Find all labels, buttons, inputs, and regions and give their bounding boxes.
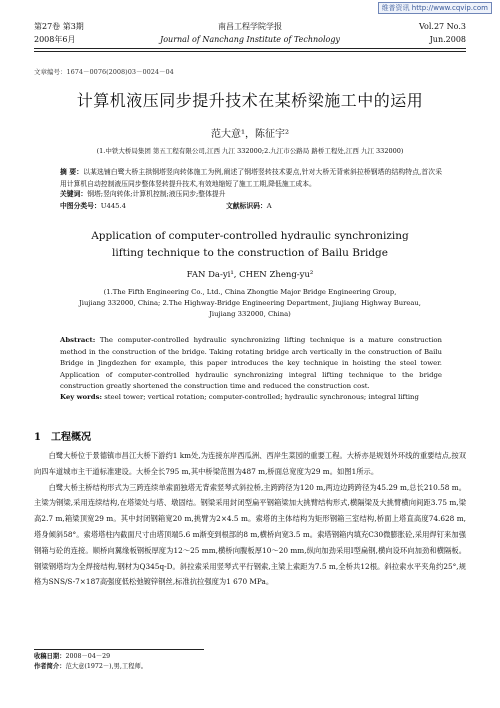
affiliation-en-line1: (1.The Fifth Engineering Co., Ltd., China Zhongtie Major Bridge Engineering Group, <box>103 288 397 296</box>
journal-name-cn: 南昌工程学院学报 <box>218 22 282 31</box>
keywords-cn <box>60 188 442 198</box>
date-cn: 2008年6月 <box>34 35 76 44</box>
section-heading <box>34 428 91 443</box>
footnote-rule <box>34 649 204 650</box>
abstract-en-label: Abstract: <box>60 336 96 344</box>
article-number: 文章编号：1674－0076(2008)03－0024－04 <box>34 68 174 76</box>
body-text <box>34 448 466 590</box>
abstract-cn <box>60 166 442 190</box>
author-bio-label: 作者简介： <box>34 663 66 670</box>
title-en <box>0 228 500 262</box>
volume-issue-cn: 第27卷 第3期 <box>34 22 84 31</box>
title-en-line2: lifting technique to the construction of Bailu Bridge <box>112 247 388 259</box>
affiliation-en-line3: Jiujiang 332000, China) <box>209 310 291 318</box>
keywords-cn-text: 钢塔;竖向转体;计算机控制;液压同步;整体提升 <box>87 190 226 198</box>
volume-issue-en: Vol.27 No.3 <box>419 22 466 31</box>
classification-row <box>60 200 442 210</box>
doc-code-label: 文献标识码： <box>225 202 267 210</box>
keywords-en-text: steel tower; vertical rotation; computer-controlled; hydraulic synchronous; integral lifting <box>104 393 419 401</box>
header-rule-bottom <box>34 51 466 52</box>
authors-en: FAN Da-yi¹, CHEN Zheng-yu² <box>186 270 314 280</box>
received-date <box>34 652 147 662</box>
received-label: 收稿日期： <box>34 653 66 660</box>
clc-value: U445.4 <box>100 202 126 210</box>
title-en-line1: Application of computer-controlled hydraulic synchronizing <box>91 230 409 242</box>
clc-label: 中图分类号： <box>60 202 101 210</box>
affiliation-cn: (1.中铁大桥局集团 第五工程有限公司,江西 九江 332000;2.九江市公路局 路桥工程处,江西 九江 332000) <box>96 147 404 155</box>
section-number: 1 <box>34 432 41 443</box>
date-en: Jun.2008 <box>429 35 466 44</box>
abstract-cn-text: 以某选铺白鹭大桥主拱钢塔竖向转体施工为例,阐述了钢塔竖转技术要点,针对大桥无背索斜拉桥钢塔的结构特点,首次采用计算机自动控制液压同步整体竖转提升技术,有效地缩短了施工工期,降低施工成本。 <box>60 168 442 188</box>
received-value: 2008－04－29 <box>65 653 111 660</box>
footnote <box>34 652 147 672</box>
doc-code-value: A <box>266 202 272 210</box>
watermark-stamp: 维普资讯 http://www.cqvip.com <box>378 2 492 14</box>
keywords-en-label: Key words: <box>60 393 103 401</box>
document-code <box>226 200 272 210</box>
abstract-en <box>60 335 442 393</box>
affiliation-en <box>70 287 430 320</box>
running-header <box>34 20 466 46</box>
author-bio-value: 范大意(1972－),男,工程师。 <box>65 663 148 670</box>
clc-number <box>60 200 126 210</box>
header-rule-top <box>34 48 466 49</box>
author-bio <box>34 662 147 672</box>
authors-cn: 范大意¹，陈征宇² <box>210 129 290 140</box>
abstract-en-text: The computer-controlled hydraulic synchronizing lifting technique is a mature construction method in the construction of the bridge. Taking rotating bridge arch vertically in the construction of Bailu Bridge in Jingdezhen for example, this paper introduces the key technique in hoisting the steel tower. Application of computer-controlled hydraulic synchronizing integral lifting technique to the bridge construction greatly shortened the construction time and reduced the construction cost. <box>60 336 442 391</box>
journal-name-en: Journal of Nanchang Institute of Technology <box>160 35 340 44</box>
title-cn: 计算机液压同步提升技术在某桥梁施工中的运用 <box>76 91 424 110</box>
paragraph: 白鹭大桥主桥结构形式为三跨连续单索面独塔无背索竖琴式斜拉桥,主跨跨径为120 m,两边边跨跨径为45.29 m,总长210.58 m。主梁为钢梁,采用连续结构,在塔梁处与塔、墩固结。钢梁采用封闭型扁平钢箱梁加大挑臂结构形式,横隔梁及大挑臂横向间距3.75 m,梁高2.7 m,箱梁顶宽29 m。其中封闭钢箱宽20 m,挑臂为2×4.5 m。索塔的主体结构为矩形钢箱三室结构,桥面上塔直高度74.628 m,塔身倾斜58°。索塔塔柱内截面尺寸由塔顶端5.6 m渐变到根部的8 m,横桥向宽3.5 m。索塔钢箱内填充C30微膨胀砼,采用焊钉来加强钢箱与砼的连接。顺桥向翼缘板钢板厚度为12～25 mm,横桥向腹板厚10～20 mm,纵向加劲采用I型扁钢,横向设环向加劲和横隔板。钢梁钢塔均为全焊接结构,钢材为Q345q-D。斜拉索采用竖琴式平行钢索,主梁上索距为7.5 m,全桥共12根。斜拉索水平夹角约25°,规格为SNS/S-7×187高强度低松弛镀锌钢丝,标准抗拉强度为1 670 MPa。 <box>34 482 466 587</box>
abstract-cn-label: 摘 要： <box>60 168 84 176</box>
section-title: 工程概况 <box>50 432 91 443</box>
keywords-cn-label: 关键词： <box>60 190 88 198</box>
paragraph: 白鹭大桥位于景德镇市昌江大桥下游约1 km处,为连接东岸西瓜洲、西岸生菜园的重要工程。大桥亦是规划外环线的重要结点,按双向四车道城市主干道标准建设。大桥全长795 m,其中桥梁范围为487 m,桥面总宽度为29 m。如图1所示。 <box>34 451 466 476</box>
keywords-en <box>60 392 442 403</box>
affiliation-en-line2: Jiujiang 332000, China; 2.The Highway-Bridge Engineering Department, Jiujiang Highway Bureau, <box>79 299 421 307</box>
